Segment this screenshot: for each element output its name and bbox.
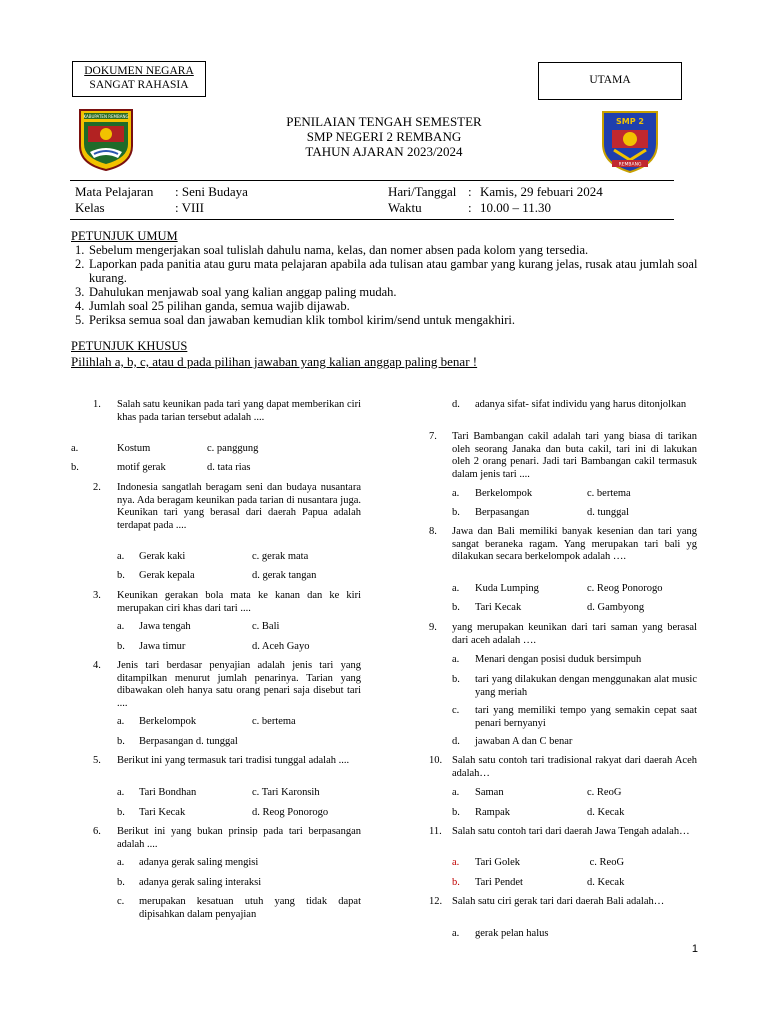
q10-opt-a-label: a. (452, 787, 460, 798)
q10-opt-b[interactable]: Rampak (475, 807, 510, 818)
q9-opt-d-label: d. (452, 736, 460, 747)
q8-opt-d[interactable]: d. Gambyong (587, 602, 645, 613)
q11-opt-b-label: b. (452, 877, 460, 888)
q11-opt-d[interactable]: d. Kecak (587, 877, 625, 888)
q3-opt-a-label: a. (117, 621, 125, 632)
q7-opt-a[interactable]: Berkelompok (475, 488, 533, 499)
rembang-regency-logo (78, 108, 134, 172)
q3-opt-c[interactable]: c. Bali (252, 621, 280, 632)
q5-opt-b[interactable]: Tari Kecak (139, 807, 186, 818)
q2-opt-a[interactable]: Gerak kaki (139, 551, 186, 562)
q1-opt-b-label: b. (71, 462, 79, 473)
q9-opt-a[interactable]: Menari dengan posisi duduk bersimpuh (475, 654, 642, 665)
instruction-item: 4. Jumlah soal 25 pilihan ganda, semua wajib dijawab. (75, 299, 350, 313)
q5-opt-a[interactable]: Tari Bondhan (139, 787, 197, 798)
q1-opt-a-label: a. (71, 443, 79, 454)
q11-opt-a[interactable]: Tari Golek (475, 857, 521, 868)
q6-number: 6. (93, 826, 101, 837)
q2-number: 2. (93, 482, 101, 493)
q5-opt-d[interactable]: d. Reog Ponorogo (252, 807, 329, 818)
q6-opt-b-label: b. (117, 877, 125, 888)
hari-label: Hari/Tanggal (388, 184, 457, 199)
q1-opt-a[interactable]: Kostum (117, 443, 151, 454)
q1-text: Salah satu keunikan pada tari yang dapat memberikan ciri khas pada tarian tersebut adalah .... (117, 399, 361, 423)
q12-opt-a-label: a. (452, 928, 460, 939)
q11-opt-a-label: a. (452, 857, 460, 868)
q6-opt-c[interactable]: merupakan kesatuan utuh yang tidak dapat dipisahkan dalam penyajian (139, 896, 361, 920)
specific-instructions-title: PETUNJUK KHUSUS (71, 339, 188, 353)
document-classification-box (72, 61, 206, 97)
q3-opt-a[interactable]: Jawa tengah (139, 621, 191, 632)
q8-opt-a-label: a. (452, 583, 460, 594)
q4-number: 4. (93, 660, 101, 671)
q10-number: 10. (429, 755, 443, 766)
exam-title (150, 114, 618, 159)
q9-opt-d[interactable]: jawaban A dan C benar (475, 736, 573, 747)
waktu-sep: : (468, 200, 472, 215)
q10-opt-c[interactable]: c. ReoG (587, 787, 622, 798)
specific-instructions (71, 339, 701, 369)
logo-right-sublabel: REMBANG (618, 162, 642, 168)
page-number: 1 (691, 943, 698, 955)
q6-opt-a[interactable]: adanya gerak saling mengisi (139, 857, 259, 868)
q1-opt-b[interactable]: motif gerak (117, 462, 166, 473)
q10-opt-a[interactable]: Saman (475, 787, 504, 798)
q11-opt-c[interactable]: c. ReoG (587, 857, 625, 868)
kelas-label: Kelas (75, 200, 105, 215)
q7-number: 7. (429, 431, 437, 442)
q8-opt-a[interactable]: Kuda Lumping (475, 583, 539, 594)
q8-number: 8. (429, 526, 437, 537)
q4-opt-c[interactable]: c. bertema (252, 716, 296, 727)
q7-opt-b-label: b. (452, 507, 460, 518)
q12-opt-a[interactable]: gerak pelan halus (475, 928, 549, 939)
q10-opt-d[interactable]: d. Kecak (587, 807, 625, 818)
q11-number: 11. (429, 826, 442, 837)
q8-opt-b-label: b. (452, 602, 460, 613)
instruction-item: 1. Sebelum mengerjakan soal tulislah dahulu nama, kelas, dan nomer absen pada kolom yang tersedia. (75, 243, 589, 257)
q10-text: Salah satu contoh tari tradisional rakyat dari daerah Aceh adalah… (452, 755, 697, 779)
q11-opt-b[interactable]: Tari Pendet (475, 877, 523, 888)
general-instructions-title: PETUNJUK UMUM (71, 229, 178, 243)
q2-opt-d[interactable]: d. gerak tangan (252, 570, 317, 581)
mapel-label: Mata Pelajaran (75, 184, 154, 199)
q6-opt-d[interactable]: adanya sifat- sifat individu yang harus ditonjolkan (475, 399, 687, 410)
q3-opt-d[interactable]: d. Aceh Gayo (252, 641, 310, 652)
q7-opt-b[interactable]: Berpasangan (475, 507, 530, 518)
kelas-value: : VIII (175, 200, 205, 215)
specific-instruction-text: Pilihlah a, b, c, atau d pada pilihan jawaban yang kalian anggap paling benar ! (71, 354, 478, 369)
waktu-label: Waktu (388, 200, 422, 215)
q5-opt-a-label: a. (117, 787, 125, 798)
q9-text: yang merupakan keunikan dari tari saman yang berasal dari aceh adalah …. (452, 622, 697, 646)
q5-number: 5. (93, 755, 101, 766)
logo-right-label: SMP 2 (616, 117, 644, 126)
mapel-value: : Seni Budaya (175, 184, 248, 199)
q12-number: 12. (429, 896, 443, 907)
q9-number: 9. (429, 622, 437, 633)
q9-opt-b[interactable]: tari yang dilakukan dengan menggunakan alat music yang meriah (475, 674, 697, 698)
q4-opt-b-label: b. (117, 736, 125, 747)
q4-opt-a-label: a. (117, 716, 125, 727)
q7-opt-d[interactable]: d. tunggal (587, 507, 629, 518)
general-instructions (71, 229, 701, 327)
q1-number: 1. (93, 399, 101, 410)
q11-text: Salah satu contoh tari dari daerah Jawa Tengah adalah… (452, 826, 690, 837)
q2-text: Indonesia sangatlah beragam seni dan budaya nusantara nya. Ada beragam keunikan pada tarian di nusantara juga. Keunikan tari yang berasal dari daerah Papua adalah terdapat pada .... (117, 482, 361, 531)
doc-label-2: SANGAT RAHASIA (89, 79, 189, 91)
q3-opt-b[interactable]: Jawa timur (139, 641, 186, 652)
title-line-3: TAHUN AJARAN 2023/2024 (305, 144, 463, 159)
instruction-item: 3. Dahulukan menjawab soal yang kalian anggap paling mudah. (75, 285, 397, 299)
q4-opt-a[interactable]: Berkelompok (139, 716, 197, 727)
q7-text: Tari Bambangan cakil adalah tari yang biasa di tarikan oleh seorang Janaka dan buta cakil, tari ini di lakukan oleh 2 orang penari. Jadi tari Bambangan cakil termasuk dalam jenis tari .... (452, 431, 697, 480)
q8-opt-b[interactable]: Tari Kecak (475, 602, 522, 613)
q3-opt-b-label: b. (117, 641, 125, 652)
utama-box: UTAMA (538, 62, 682, 100)
waktu-value: 10.00 – 11.30 (480, 200, 552, 215)
q3-number: 3. (93, 590, 101, 601)
bottom-rule (70, 219, 674, 220)
logo-left-label: KABUPATEN REMBANG (83, 114, 129, 119)
q6-text: Berikut ini yang bukan prinsip pada tari berpasangan adalah .... (117, 826, 361, 850)
doc-label-1: DOKUMEN NEGARA (84, 65, 194, 77)
q5-text: Berikut ini yang termasuk tari tradisi tunggal adalah .... (117, 755, 350, 766)
q9-opt-c[interactable]: tari yang memiliki tempo yang semakin cepat saat penari bernyanyi (475, 705, 697, 729)
q6-opt-d-label: d. (452, 399, 460, 410)
top-rule (70, 180, 674, 181)
q2-opt-b[interactable]: Gerak kepala (139, 570, 195, 581)
q7-opt-c[interactable]: c. bertema (587, 488, 631, 499)
q6-opt-b[interactable]: adanya gerak saling interaksi (139, 877, 262, 888)
q2-opt-a-label: a. (117, 551, 125, 562)
instruction-item: 5. Periksa semua soal dan jawaban kemudian klik tombol kirim/send untuk mengakhiri. (75, 313, 515, 327)
q1-opt-c[interactable]: c. panggung (207, 443, 259, 454)
q9-opt-a-label: a. (452, 654, 460, 665)
hari-value: Kamis, 29 febuari 2024 (480, 184, 603, 199)
q12-text: Salah satu ciri gerak tari dari daerah Bali adalah… (452, 896, 665, 907)
q9-opt-b-label: b. (452, 674, 460, 685)
q8-text: Jawa dan Bali memiliki banyak kesenian dan tari yang sangat beraneka ragam. Yang merupakan tari bali yg dilakukan secara berkelompok adalah …. (452, 526, 697, 562)
q6-opt-c-label: c. (117, 896, 125, 907)
q2-opt-c[interactable]: c. gerak mata (252, 551, 309, 562)
title-line-1: PENILAIAN TENGAH SEMESTER (286, 114, 482, 129)
title-line-2: SMP NEGERI 2 REMBANG (306, 129, 462, 144)
hari-sep: : (468, 184, 472, 199)
q4-opt-b[interactable]: Berpasangan d. tunggal (139, 736, 238, 747)
q5-opt-c[interactable]: c. Tari Karonsih (252, 787, 320, 798)
q6-opt-a-label: a. (117, 857, 125, 868)
q5-opt-b-label: b. (117, 807, 125, 818)
q10-opt-b-label: b. (452, 807, 460, 818)
instruction-item: 2. Laporkan pada panitia atau guru mata pelajaran apabila ada tulisan atau gambar yang kurang jelas, rusak atau jumlah soal kurang. (75, 257, 698, 285)
q9-opt-c-label: c. (452, 705, 460, 716)
q8-opt-c[interactable]: c. Reog Ponorogo (587, 583, 663, 594)
q2-opt-b-label: b. (117, 570, 125, 581)
q4-text: Jenis tari berdasar penyajian adalah jenis tari yang ditampilkan menurut jumlah penarinya. Tarian yang dibawakan oleh hanya satu orang penari saja disebut tari .... (117, 660, 361, 709)
q3-text: Keunikan gerakan bola mata ke kanan dan ke kiri merupakan ciri khas dari tari .... (117, 590, 361, 614)
q7-opt-a-label: a. (452, 488, 460, 499)
q1-opt-d[interactable]: d. tata rias (207, 462, 251, 473)
